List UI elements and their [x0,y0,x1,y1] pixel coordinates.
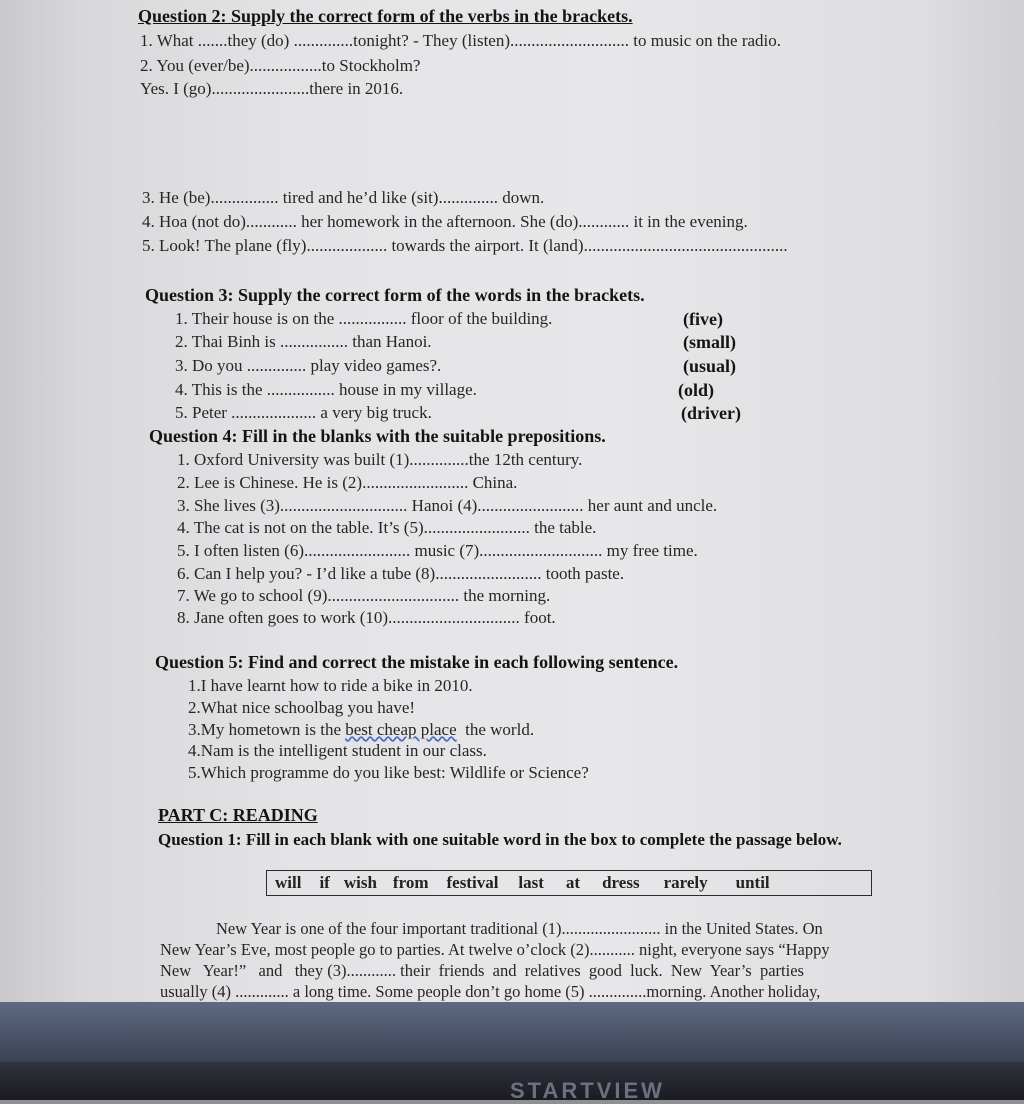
q4-title: Question 4: Fill in the blanks with the suitable prepositions. [149,426,606,446]
q3-title: Question 3: Supply the correct form of the words in the brackets. [145,285,645,305]
q2-line-5: 4. Hoa (not do)............ her homework in the afternoon. She (do)............ it in the evening. [142,212,748,231]
q3-hint-2: (small) [683,332,736,352]
word-box-item: last [518,873,544,892]
word-box-item: dress [602,873,640,892]
q2-line-6: 5. Look! The plane (fly)................... towards the airport. It (land)................................................ [142,236,788,255]
q4-line-4: 4. The cat is not on the table. It’s (5)......................... the table. [177,518,597,537]
q5-line-3-end: the world. [456,720,535,739]
q3-hint-4: (old) [678,380,714,400]
q2-line-4: 3. He (be)................ tired and he’d like (sit).............. down. [142,188,545,207]
word-box-item: if [319,873,330,892]
word-box-item: rarely [663,873,708,892]
word-box-item: festival [446,873,499,892]
q3-item-5: 5. Peter .................... a very big truck. [175,403,432,422]
word-box-item: until [735,873,770,892]
q4-line-7: 7. We go to school (9)............................... the morning. [177,586,551,605]
q5-line-5: 5.Which programme do you like best: Wildlife or Science? [188,763,589,782]
q5-line-3 [188,720,534,740]
q5-spellcheck-underline: best cheap place [345,720,457,739]
q2-line-3: Yes. I (go).......................there in 2016. [140,79,404,98]
word-box-item: wish [343,873,377,892]
q2-title [138,6,633,26]
part-c-title: PART C: READING [158,805,318,825]
q5-title: Question 5: Find and correct the mistake in each following sentence. [155,652,679,672]
q3-item-4: 4. This is the ................ house in my village. [175,380,477,399]
reading-q1-title: Question 1: Fill in each blank with one suitable word in the box to complete the passage below. [158,830,842,849]
q5-line-4: 4.Nam is the intelligent student in our class. [188,741,487,760]
q3-hint-1: (five) [683,309,723,329]
q3-hint-5: (driver) [681,403,741,423]
q5-line-1: 1.I have learnt how to ride a bike in 2010. [188,676,473,695]
word-box-item: at [565,873,581,892]
word-box-item: from [392,873,429,892]
q3-item-2: 2. Thai Binh is ................ than Hanoi. [175,332,432,351]
word-box-item: will [275,873,302,892]
q4-line-2: 2. Lee is Chinese. He is (2)......................... China. [177,473,518,492]
q4-line-5: 5. I often listen (6)......................... music (7)............................. my free time. [177,541,698,560]
monitor-brand-label: STARTVIEW [510,1078,665,1103]
monitor-bezel [0,1002,1024,1103]
q4-line-1: 1. Oxford University was built (1)..............the 12th century. [177,450,583,469]
word-box [266,870,872,896]
passage-line-1: New Year is one of the four important traditional (1)........................ in the United States. On [216,919,823,938]
q4-line-6: 6. Can I help you? - I’d like a tube (8)......................... tooth paste. [177,564,625,583]
q2-line-2: 2. You (ever/be).................to Stockholm? [140,56,421,75]
passage-line-4: usually (4) ............. a long time. Some people don’t go home (5) ..............morning. Another holiday, [160,982,821,1001]
q5-line-3-start: 3.My hometown is the [188,720,346,739]
q3-item-3: 3. Do you .............. play video games?. [175,356,442,375]
q2-title-text: Question 2: Supply the correct form of the verbs in the brackets. [138,6,633,26]
passage-line-2: New Year’s Eve, most people go to parties. At twelve o’clock (2)........... night, everyone says “Happy [160,940,830,959]
q3-hint-3: (usual) [683,356,737,376]
q3-item-1: 1. Their house is on the ................ floor of the building. [175,309,553,328]
taskbar-strip [0,1002,1024,1062]
passage-line-3: New Year!” and they (3)............ their friends and relatives good luck. New Year’s parties [160,961,804,980]
q5-line-2: 2.What nice schoolbag you have! [188,698,416,717]
q4-line-3: 3. She lives (3).............................. Hanoi (4)......................... her aunt and uncle. [177,496,718,515]
q2-line-1: 1. What .......they (do) ..............tonight? - They (listen)............................ to music on the radio. [140,31,782,50]
q4-line-8: 8. Jane often goes to work (10)............................... foot. [177,608,556,627]
